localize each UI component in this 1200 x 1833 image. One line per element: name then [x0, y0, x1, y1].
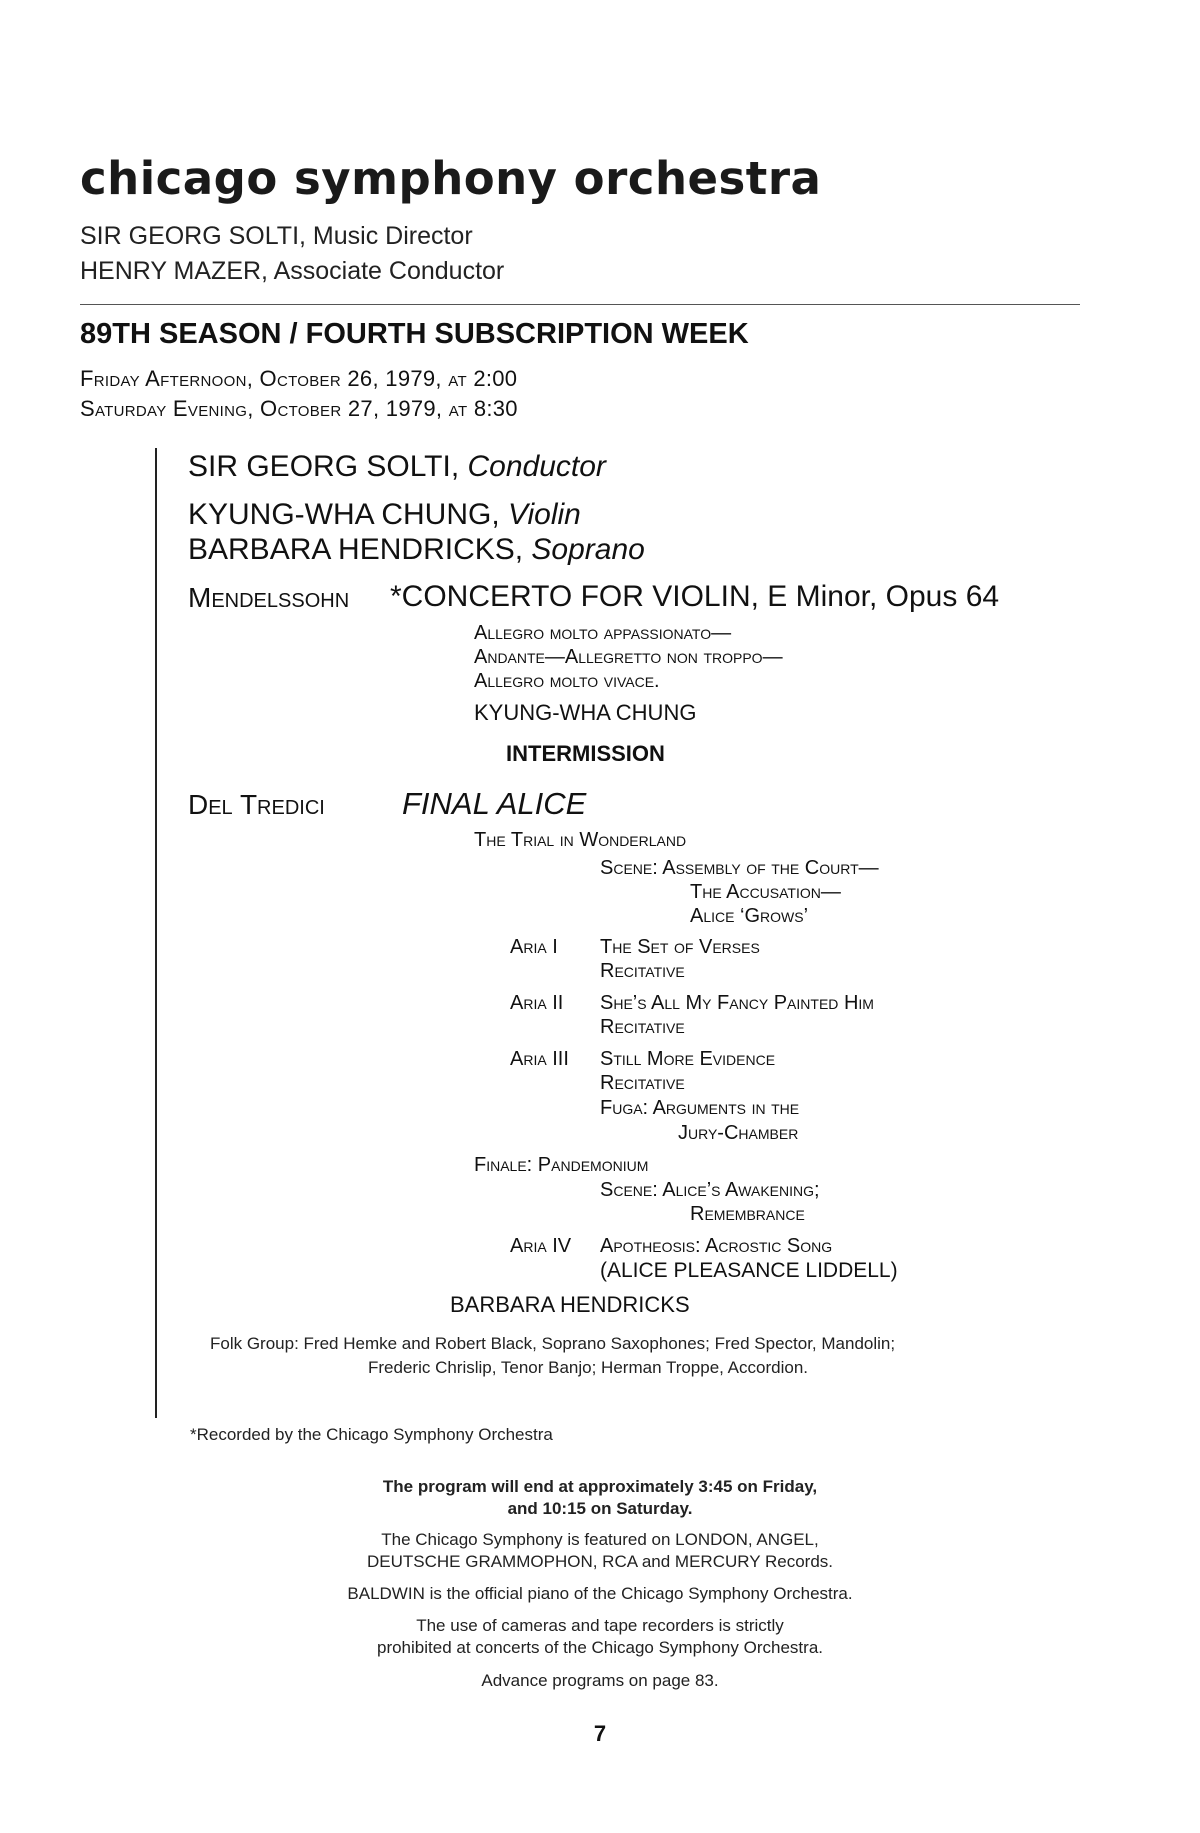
- final-alice-soloist: BARBARA HENDRICKS: [450, 1292, 690, 1317]
- section-line: Scene: Alice’s Awakening;: [600, 1179, 820, 1201]
- artist-name: BARBARA HENDRICKS,: [188, 533, 532, 566]
- section-line: Recitative: [600, 960, 685, 982]
- end-time-note: The program will end at approximately 3:45 on Friday,: [382, 1477, 818, 1496]
- aria-label: Aria IV: [510, 1235, 572, 1257]
- artist-soprano: [188, 533, 645, 567]
- music-director: SIR GEORG SOLTI, Music Director: [80, 222, 473, 250]
- divider: [80, 304, 1080, 305]
- associate-conductor: HENRY MAZER, Associate Conductor: [80, 257, 505, 285]
- date-friday: Friday Afternoon, October 26, 1979, at 2:00: [80, 366, 518, 391]
- cameras-note: prohibited at concerts of the Chicago Symphony Orchestra.: [376, 1638, 823, 1657]
- section-line: Alice ‘Grows’: [690, 905, 809, 927]
- section-line: She’s All My Fancy Painted Him: [600, 992, 874, 1014]
- work-violin-concerto: *CONCERTO FOR VIOLIN, E Minor, Opus 64: [390, 580, 1000, 613]
- section-line: The Set of Verses: [600, 936, 760, 958]
- artist-role: Soprano: [531, 533, 645, 566]
- season-title: 89TH SEASON / FOURTH SUBSCRIPTION WEEK: [80, 318, 749, 350]
- page-number: 7: [593, 1721, 607, 1746]
- section-line: Fuga: Arguments in the: [600, 1097, 800, 1119]
- folk-group-line: Frederic Chrislip, Tenor Banjo; Herman Troppe, Accordion.: [368, 1358, 808, 1377]
- artist-violin: [188, 498, 581, 532]
- aria-label: Aria III: [510, 1048, 569, 1070]
- date-saturday: Saturday Evening, October 27, 1979, at 8:30: [80, 396, 518, 421]
- movement-line: Allegro molto appassionato—: [474, 622, 732, 644]
- artist-role: Conductor: [467, 450, 606, 483]
- end-time-note: and 10:15 on Saturday.: [507, 1499, 693, 1518]
- composer-mendelssohn: Mendelssohn: [188, 582, 350, 613]
- advance-programs-note: Advance programs on page 83.: [481, 1671, 719, 1690]
- work-final-alice: FINAL ALICE: [402, 786, 587, 821]
- artist-name: KYUNG-WHA CHUNG,: [188, 498, 509, 531]
- composer-del-tredici: Del Tredici: [188, 789, 325, 820]
- piano-note: BALDWIN is the official piano of the Chicago Symphony Orchestra.: [347, 1584, 853, 1603]
- section-line: Recitative: [600, 1072, 685, 1094]
- section-line: Recitative: [600, 1016, 685, 1038]
- artist-conductor: [188, 450, 606, 484]
- left-vertical-rule: [155, 448, 157, 1418]
- artist-role: Violin: [508, 498, 581, 531]
- section-line: Apotheosis: Acrostic Song: [600, 1235, 833, 1257]
- section-line: (ALICE PLEASANCE LIDDELL): [600, 1259, 898, 1282]
- section-line: Still More Evidence: [600, 1048, 776, 1070]
- records-note: The Chicago Symphony is featured on LONDON, ANGEL,: [381, 1530, 819, 1549]
- concerto-soloist: KYUNG-WHA CHUNG: [474, 700, 697, 725]
- section-line: Scene: Assembly of the Court—: [600, 857, 879, 879]
- artist-name: SIR GEORG SOLTI,: [188, 450, 468, 483]
- cameras-note: The use of cameras and tape recorders is strictly: [416, 1616, 784, 1635]
- aria-label: Aria II: [510, 992, 564, 1014]
- aria-label: Aria I: [510, 936, 558, 958]
- movement-line: Allegro molto vivace.: [474, 670, 660, 692]
- folk-group-line: Folk Group: Fred Hemke and Robert Black, Soprano Saxophones; Fred Spector, Mandolin;: [210, 1334, 896, 1353]
- section-finale: Finale: Pandemonium: [474, 1154, 649, 1176]
- records-note: DEUTSCHE GRAMMOPHON, RCA and MERCURY Records.: [366, 1552, 834, 1571]
- section-line: Jury-Chamber: [678, 1122, 799, 1144]
- section-line: The Accusation—: [690, 881, 841, 903]
- footnote: *Recorded by the Chicago Symphony Orchestra: [190, 1425, 553, 1444]
- movement-line: Andante—Allegretto non troppo—: [474, 646, 783, 668]
- section-line: Remembrance: [690, 1203, 805, 1225]
- section-trial: The Trial in Wonderland: [474, 829, 687, 851]
- orchestra-title: chicago symphony orchestra: [80, 152, 822, 205]
- intermission: INTERMISSION: [506, 741, 665, 766]
